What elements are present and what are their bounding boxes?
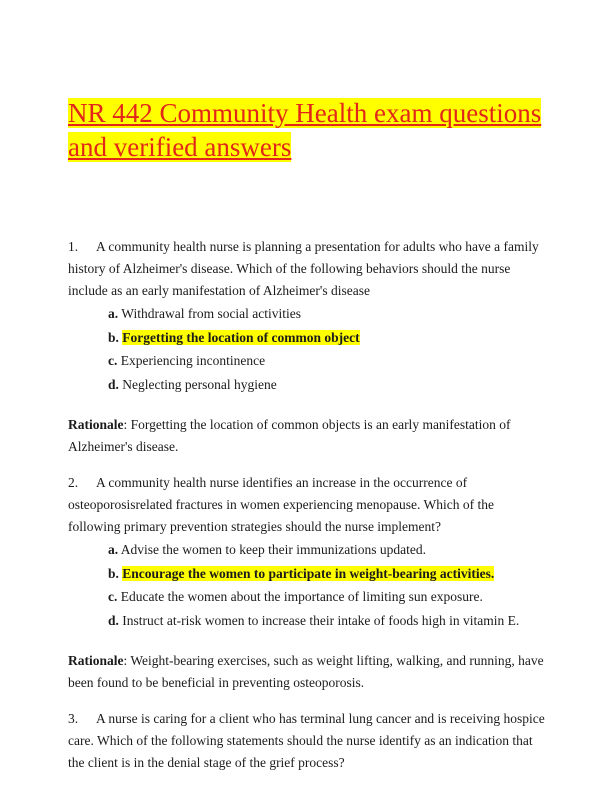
- question-2-option-b: [68, 562, 548, 586]
- option-text: Withdrawal from social activities: [121, 306, 302, 321]
- option-text-highlighted-answer: Forgetting the location of common object: [122, 329, 360, 345]
- option-letter: b.: [108, 329, 119, 345]
- option-letter: c.: [108, 353, 118, 368]
- option-text: Advise the women to keep their immunizations updated.: [120, 542, 426, 557]
- question-1-text: A community health nurse is planning a presentation for adults who have a family history of Alzheimer's disease. Which of the following behaviors should the nurse include as an early manifestation of Alzheimer's disease: [68, 239, 539, 298]
- option-text: Neglecting personal hygiene: [122, 376, 277, 392]
- option-letter: d.: [108, 376, 119, 392]
- option-letter: a.: [108, 306, 119, 321]
- question-2-options: [68, 538, 548, 632]
- question-2-stem: [68, 472, 548, 538]
- question-1-option-a: [68, 302, 548, 326]
- question-1-options: [68, 302, 548, 396]
- option-text: Instruct at-risk women to increase their intake of foods high in vitamin E.: [122, 612, 520, 628]
- option-letter: a.: [108, 542, 119, 557]
- question-1-option-c: [68, 349, 548, 373]
- question-1-rationale: [68, 414, 548, 458]
- question-2-text: A community health nurse identifies an increase in the occurrence of osteoporosisrelated fractures in women experiencing menopause. Which of the following primary prevention strategies should the nurse implement?: [68, 475, 494, 534]
- option-letter: c.: [108, 589, 118, 604]
- rationale-text: : Forgetting the location of common objects is an early manifestation of Alzheimer's disease.: [68, 417, 511, 454]
- rationale-label: Rationale: [68, 653, 124, 668]
- question-1: [68, 236, 548, 458]
- question-3-stem: [68, 708, 548, 774]
- option-letter: d.: [108, 612, 119, 628]
- question-1-option-b: [68, 326, 548, 350]
- option-text-highlighted-answer: Encourage the women to participate in weight-bearing activities.: [122, 565, 495, 581]
- rationale-label: Rationale: [68, 417, 124, 432]
- question-2-number: 2.: [68, 475, 79, 490]
- title-line-2: and verified answers: [68, 132, 292, 162]
- question-2: [68, 472, 548, 694]
- rationale-text: : Weight-bearing exercises, such as weight lifting, walking, and running, have been found to be beneficial in preventing osteoporosis.: [68, 653, 544, 690]
- question-3: [68, 708, 548, 774]
- title-line-1: NR 442 Community Health exam questions: [68, 98, 542, 128]
- question-2-rationale: [68, 650, 548, 694]
- question-3-text: A nurse is caring for a client who has terminal lung cancer and is receiving hospice care. Which of the following statements should the nurse identify as an indication that the client is in the denial stage of the grief process?: [68, 711, 545, 770]
- option-letter: b.: [108, 565, 119, 581]
- question-2-option-d: [68, 609, 548, 633]
- question-2-option-c: [68, 585, 548, 609]
- question-3-number: 3.: [68, 711, 79, 726]
- question-1-number: 1.: [68, 239, 79, 254]
- option-text: Experiencing incontinence: [120, 353, 266, 368]
- option-text: Educate the women about the importance of limiting sun exposure.: [120, 589, 483, 604]
- question-2-option-a: [68, 538, 548, 562]
- question-1-stem: [68, 236, 548, 302]
- question-1-option-d: [68, 373, 548, 397]
- document-title: [68, 96, 548, 164]
